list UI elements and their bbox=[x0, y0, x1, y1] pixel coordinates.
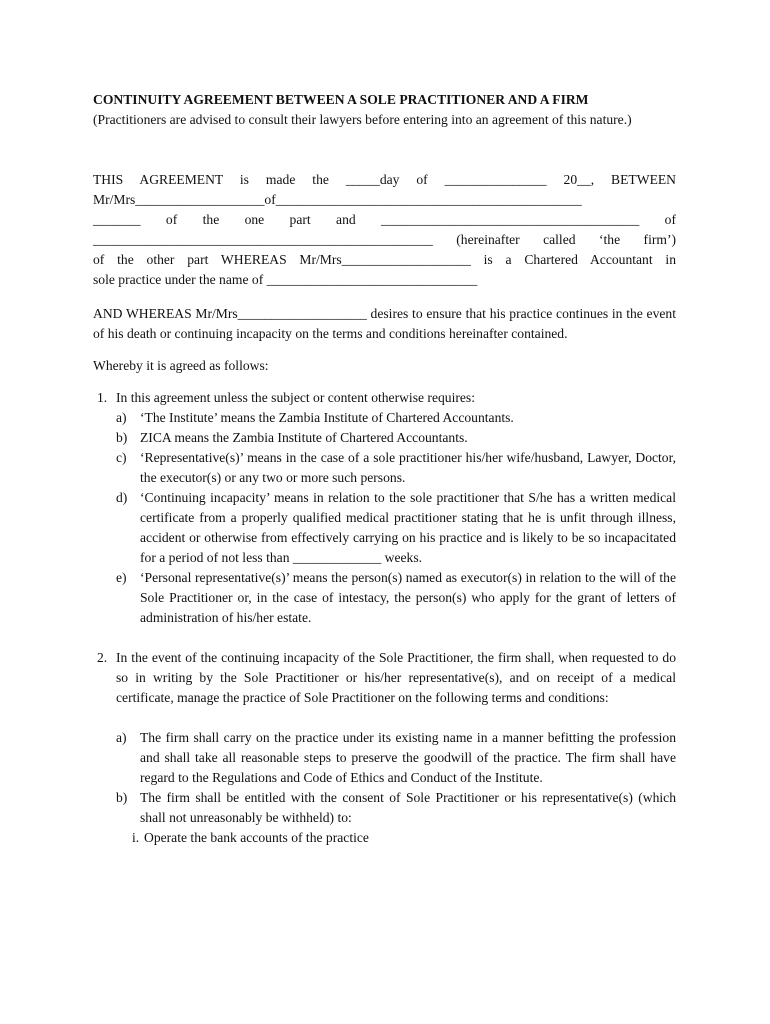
item-label: c) bbox=[116, 450, 127, 465]
item-label: d) bbox=[116, 490, 128, 505]
item-text: ZICA means the Zambia Institute of Chartered Accountants. bbox=[140, 430, 468, 445]
item-text: The firm shall be entitled with the consent of Sole Practitioner or his representative(s) (which shall not unreasonably be withheld) to: bbox=[140, 790, 676, 825]
list-item bbox=[116, 728, 676, 788]
item-label: a) bbox=[116, 410, 127, 425]
clause-number: 2. bbox=[97, 650, 108, 665]
item-label: i. bbox=[132, 830, 140, 845]
agreement-line: _______ of the one part and ______________________________________ of bbox=[93, 212, 676, 227]
clause-text: In this agreement unless the subject or content otherwise requires: bbox=[116, 390, 475, 405]
agreement-line: sole practice under the name of _______________________________ bbox=[93, 272, 478, 287]
item-label: b) bbox=[116, 430, 128, 445]
document-subtitle: (Practitioners are advised to consult their lawyers before entering into an agreement of this nature.) bbox=[93, 112, 632, 127]
agreement-line: __________________________________________________ (hereinafter called ‘the firm’) bbox=[93, 232, 676, 247]
clause-2-items bbox=[116, 728, 676, 828]
clause-number: 1. bbox=[97, 390, 108, 405]
item-label: a) bbox=[116, 730, 127, 745]
list-item bbox=[116, 448, 676, 488]
item-label: b) bbox=[116, 790, 128, 805]
agreed-intro: Whereby it is agreed as follows: bbox=[93, 358, 269, 373]
item-text: ‘Personal representative(s)’ means the person(s) named as executor(s) in relation to the will of the Sole Practitioner or, in the case of intestacy, the person(s) who apply for the grant of letters of administration of his/her estate. bbox=[140, 570, 676, 625]
whereas-paragraph: AND WHEREAS Mr/Mrs___________________ desires to ensure that his practice continues in the event of his death or continuing incapacity on the terms and conditions hereinafter contained. bbox=[93, 306, 676, 341]
list-item bbox=[116, 788, 676, 828]
item-text: Operate the bank accounts of the practice bbox=[144, 830, 369, 845]
clause-1-items bbox=[116, 408, 676, 628]
item-text: ‘Continuing incapacity’ means in relation to the sole practitioner that S/he has a written medical certificate from a properly qualified medical practitioner stating that he is unfit through illness, accident or otherwise from effectively carrying on his practice and is likely to be so incapacitated for a period of not less than _____________ weeks. bbox=[140, 490, 676, 565]
agreement-line: THIS AGREEMENT is made the _____day of _______________ 20__, BETWEEN bbox=[93, 172, 676, 187]
list-item bbox=[116, 568, 676, 628]
clause-1 bbox=[93, 388, 676, 628]
document-body bbox=[93, 90, 676, 848]
item-text: ‘The Institute’ means the Zambia Institute of Chartered Accountants. bbox=[140, 410, 514, 425]
item-label: e) bbox=[116, 570, 127, 585]
list-item bbox=[116, 408, 676, 428]
document-title: CONTINUITY AGREEMENT BETWEEN A SOLE PRACTITIONER AND A FIRM bbox=[93, 92, 589, 107]
list-item bbox=[116, 488, 676, 568]
agreement-line: of the other part WHEREAS Mr/Mrs___________________ is a Chartered Accountant in bbox=[93, 252, 676, 267]
clause-text: In the event of the continuing incapacity of the Sole Practitioner, the firm shall, when requested to do so in writing by the Sole Practitioner or his/her representative(s), and on receipt of a medical certificate, manage the practice of Sole Practitioner on the following terms and conditions: bbox=[116, 650, 676, 705]
list-item bbox=[92, 828, 676, 848]
item-text: The firm shall carry on the practice under its existing name in a manner befitting the profession and shall take all reasonable steps to preserve the goodwill of the practice. The firm shall have regard to the Regulations and Code of Ethics and Conduct of the Institute. bbox=[140, 730, 676, 785]
agreement-paragraph bbox=[93, 170, 676, 290]
clause-2-subitems bbox=[116, 828, 676, 848]
clause-2 bbox=[93, 648, 676, 848]
item-text: ‘Representative(s)’ means in the case of a sole practitioner his/her wife/husband, Lawyer, Doctor, the executor(s) or any two or more such persons. bbox=[140, 450, 676, 485]
agreement-line: Mr/Mrs___________________of_____________________________________________ bbox=[93, 192, 582, 207]
list-item bbox=[116, 428, 676, 448]
